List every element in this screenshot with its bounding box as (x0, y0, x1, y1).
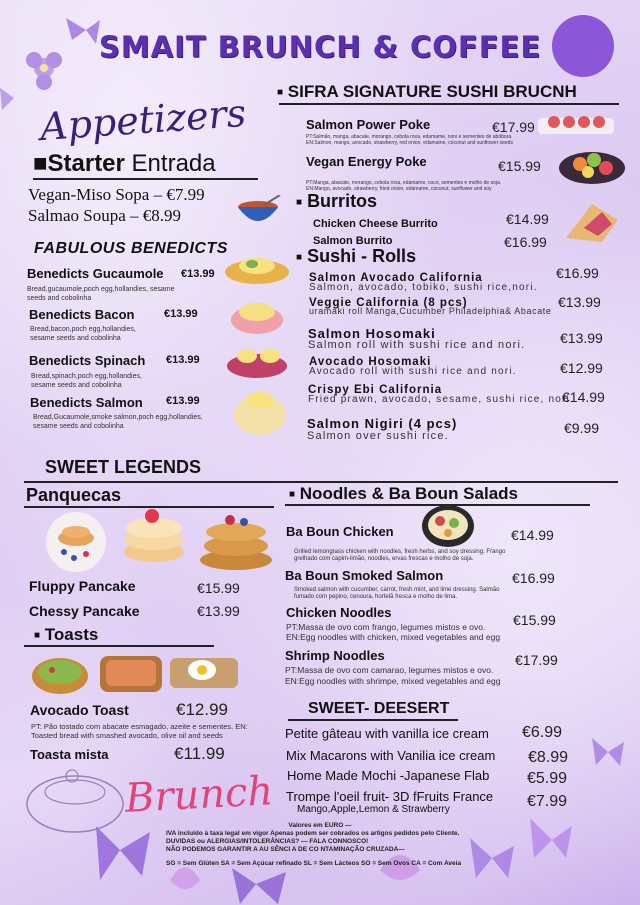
dessert-price: €6.99 (522, 724, 563, 741)
roll-price: €9.99 (564, 420, 600, 436)
benedict-desc: Bread,Gucaumole,smoke salmon,poch egg,hollandies, sesame seeds and cobolinha (33, 414, 203, 430)
benedict-desc: Bread,gucaumole,poch egg,hollandies, sesame seeds and cobolinha (27, 286, 175, 302)
soup-name: Vegan-Miso Sopa (28, 185, 150, 204)
noodle-name: Shrimp Noodles (285, 648, 385, 663)
noodle-name: Chicken Noodles (286, 605, 392, 620)
soup-item: Salmao Soupa – €8.99 (28, 206, 181, 225)
noodle-name: Ba Boun Chicken (286, 524, 394, 539)
dessert-name: Mix Macarons with Vanilia ice cream (286, 748, 496, 763)
benedict-name: Benedicts Gucaumole (27, 266, 164, 281)
square-bullet-icon: ■ (289, 489, 296, 501)
toasts-images (30, 648, 242, 700)
soup-bowl-image (234, 195, 282, 227)
butterfly-icon (470, 838, 514, 878)
burrito-price: €14.99 (506, 211, 549, 227)
appetizers-script-title: Appetizers (38, 90, 248, 150)
sweet-legends-heading: SWEET LEGENDS (45, 457, 202, 477)
roll-price: €16.99 (556, 265, 599, 281)
noodle-price: €15.99 (513, 612, 556, 628)
roll-desc: Salmon roll with sushi rice and nori. (308, 339, 526, 351)
dessert-sub: Mango,Apple,Lemon & Strawberry (297, 804, 450, 815)
divider (24, 645, 214, 647)
soup-name: Salmao Soupa (28, 206, 126, 225)
flower-icon (170, 868, 200, 890)
poke-bowl-image (556, 146, 628, 196)
toasts-heading (34, 625, 98, 645)
panquecas-heading: Panquecas (26, 485, 122, 505)
divider (288, 719, 458, 721)
dessert-name: Petite gâteau with vanilla ice cream (285, 726, 489, 741)
benedict-desc: Bread,bacon,poch egg,hollandies, sesame seeds and cobolinha (30, 326, 136, 342)
footer-line: DUVIDAS ou ALERGIAS/INTOLERÂNCIAS? — FALA CONNOSCO! (166, 838, 369, 845)
toast-name: Toasta mista (30, 747, 109, 762)
benedicts-heading: FABULOUS BENEDICTS (34, 240, 228, 257)
noodle-desc-en: EN:Egg noodles with chicken, mixed vegetables and egg (286, 632, 501, 642)
roll-name: Salmon Nigiri (4 pcs) (307, 416, 458, 431)
toast-desc: PT: Pão tostado com abacate esmagado, azeite e sementes. EN: Toasted bread with smashed avocado, olive oil and seeds (31, 722, 248, 740)
noodle-desc: Grilled lemongrass chicken with noodles, fresh herbs, and soy dressing. Frango grelhado com capim-limão, noodles, ervas frescas e molho de soja. (294, 549, 506, 562)
noodle-price: €14.99 (511, 527, 554, 543)
toasts-title: Toasts (44, 625, 99, 644)
roll-name: Salmon Avocado California (309, 272, 483, 284)
roll-desc: Fried prawn, avocado, sesame, sushi rice, nori. (308, 394, 574, 405)
noodles-heading (289, 484, 518, 504)
sushi-signature-desc: PT:Salmão, manga, abacate, morango, cebola roxa, edamame, noni e sementes de abóbora. EN:Salmon, mango, avocado, strawberry, red onion, edamame, coconut and sunflower seeds (306, 134, 513, 146)
sushi-signature-desc: PT:Manga, abacate, morango, cebola roxa, edamame, coco, sementes e molho de soja. EN:Mango, avocado, strawberry, fried onion, edamame, coconut, sunflower and soy (306, 180, 502, 192)
footer-line: SG = Sem Glúten SA = Sem Açúcar refinado SL = Sem Lácteos SO = Sem Ovos CA = Com Aveia (166, 860, 462, 867)
toast-name: Avocado Toast (30, 702, 129, 718)
dessert-name: Home Made Mochi -Japanese Flab (287, 768, 490, 783)
noodle-price: €16.99 (512, 570, 555, 586)
dessert-price: €8.99 (528, 749, 569, 766)
soup-item: Vegan-Miso Sopa – €7.99 (28, 185, 205, 204)
roll-desc: Salmon, avocado, tobiko, sushi rice,nori. (309, 282, 538, 293)
benedict-name: Benedicts Bacon (29, 307, 135, 322)
sushi-signature-heading (277, 82, 577, 102)
burritos-title: Burritos (307, 191, 378, 211)
square-bullet-icon: ■ (277, 87, 284, 99)
footer-line: IVA incluído à taxa legal em vigor Apenas podem ser cobrados os artigos pedidos pelo Cliente. (166, 830, 460, 837)
benedicts-images (222, 250, 292, 440)
noodle-desc: Smoked salmon with cucumber, carrot, fresh mint, and lime dressing. Salmão fumado com pepino, cenoura, hortelã fresca e molho de lima. (294, 587, 500, 600)
square-bullet-icon: ■ (296, 251, 303, 263)
burrito-name: Salmon Burrito (313, 235, 393, 247)
benedict-price: €13.99 (181, 268, 215, 280)
roll-desc: Salmon over sushi rice. (307, 430, 449, 442)
sushi-signature-price: €17.99 (492, 119, 535, 135)
divider (24, 481, 618, 483)
burrito-price: €16.99 (504, 234, 547, 250)
pancake-price: €13.99 (197, 603, 240, 619)
burritos-heading (296, 191, 377, 212)
roll-desc: Avocado roll with sushi rice and nori. (309, 366, 517, 377)
dessert-name: Trompe l'oeil fruit- 3D fFruits France (286, 789, 494, 804)
roll-price: €12.99 (560, 360, 603, 376)
roll-name: Salmon Hosomaki (308, 326, 436, 341)
noodle-price: €17.99 (515, 652, 558, 668)
roll-name: Avocado Hosomaki (309, 356, 432, 368)
benedict-desc: Bread,spinach,poch egg,hollandies, sesame seeds and cobolinha (31, 373, 142, 389)
dessert-price: €5.99 (527, 770, 568, 787)
pancake-price: €15.99 (197, 580, 240, 596)
butterfly-icon (0, 88, 14, 110)
dessert-heading: SWEET- DEESERT (308, 700, 450, 717)
footer-line: NÃO PODEMOS GARANTIR A AU SÊNCI A DE CO NTAMINAÇÃO CRUZADA— (166, 846, 405, 853)
starter-heading (33, 150, 216, 178)
pancake-name: Chessy Pancake (29, 603, 140, 619)
sushi-signature-price: €15.99 (498, 158, 541, 174)
square-bullet-icon: ■ (34, 630, 41, 642)
square-bullet-icon: ■ (296, 196, 303, 208)
burrito-image (562, 198, 624, 246)
benedict-name: Benedicts Spinach (29, 353, 146, 368)
restaurant-title: SMAIT BRUNCH & COFFEE (98, 30, 542, 64)
benedict-price: €13.99 (166, 354, 200, 366)
noodles-title: Noodles & Ba Boun Salads (299, 484, 518, 503)
noodle-desc-pt: PT:Massa de ovo com camarao, legumes mistos e ovo. (285, 665, 494, 675)
pancakes-images (40, 508, 276, 580)
roll-name: Veggie California (8 pcs) (309, 297, 468, 309)
toast-price: €12.99 (176, 700, 228, 719)
sushi-signature-name: Salmon Power Poke (306, 117, 431, 132)
roll-price: €13.99 (560, 330, 603, 346)
sushi-rolls-heading (296, 246, 416, 267)
pancake-name: Fluppy Pancake (29, 578, 136, 594)
benedict-price: €13.99 (164, 308, 198, 320)
accent-circle (552, 15, 614, 77)
sushi-signature-name: Vegan Energy Poke (306, 154, 427, 169)
butterfly-icon (592, 738, 624, 766)
noodle-desc-en: EN:Egg noodles with shrimpe, mixed vegetables and egg (285, 676, 501, 686)
noodle-name: Ba Boun Smoked Salmon (285, 568, 444, 583)
noodle-desc-pt: PT:Massa de ovo com frango, legumes mistos e ovo. (286, 622, 486, 632)
divider (33, 178, 258, 180)
roll-name: Crispy Ebi California (308, 384, 443, 396)
sushi-plate-image (536, 110, 616, 138)
soup-price: €8.99 (142, 206, 181, 225)
benedict-price: €13.99 (166, 395, 200, 407)
benedict-name: Benedicts Salmon (30, 395, 143, 410)
burrito-name: Chicken Cheese Burrito (313, 218, 438, 230)
soup-price: €7.99 (166, 185, 205, 204)
sushi-signature-title: SIFRA SIGNATURE SUSHI BRUCNH (287, 82, 577, 101)
footer-line: Valores em EURO — (288, 822, 352, 829)
dessert-price: €7.99 (527, 793, 568, 810)
brunch-script: Brunch (123, 768, 275, 822)
roll-price: €13.99 (558, 294, 601, 310)
noodle-bowl-image (420, 503, 476, 549)
sushi-rolls-title: Sushi - Rolls (307, 246, 417, 266)
square-bullet-icon: ■ (33, 150, 48, 177)
divider (279, 103, 619, 105)
starter-label-pt: Entrada (131, 150, 216, 177)
roll-price: €14.99 (562, 389, 605, 405)
starter-label: Starter (47, 150, 125, 177)
roll-desc: uramaki roll Manga,Cucumber Philadelphia& Abacate (309, 306, 552, 316)
toast-price: €11.99 (174, 744, 225, 763)
butterfly-icon (232, 868, 286, 904)
